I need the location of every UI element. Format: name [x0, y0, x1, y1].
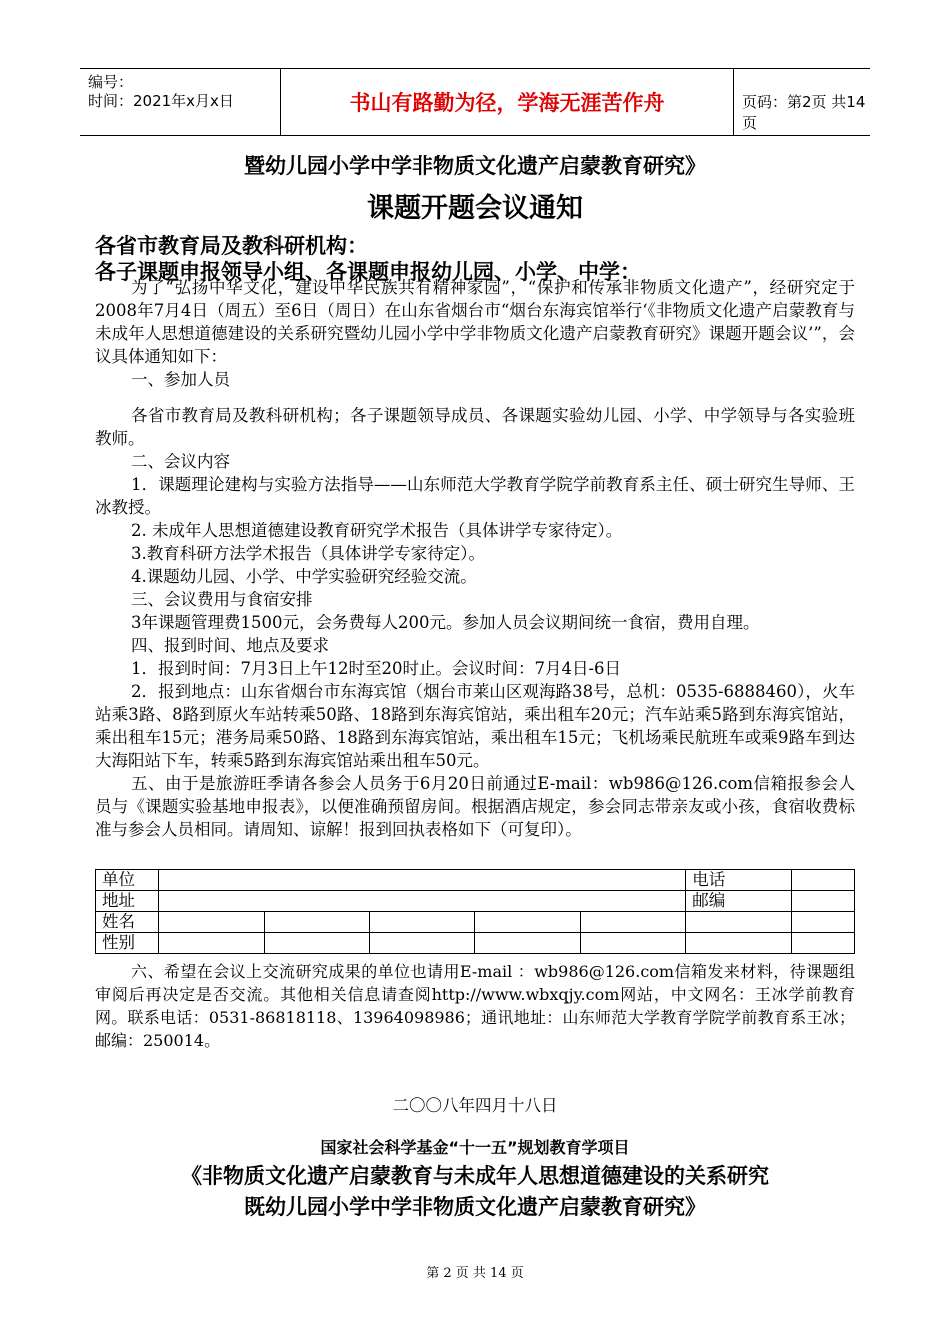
cell-phone-value[interactable]	[791, 870, 854, 891]
section-5-text: 五、由于是旅游旺季请各参会人员务于6月20日前通过E-mail：wb986@126.com信箱报参会人员与《课题实验基地申报表》，以便准确预留房间。根据酒店规定，参会同志带亲友或小孩，食宿收费标准与参会人员相同。请周知、谅解！报到回执表格如下（可复印）。	[95, 774, 855, 839]
cell-postcode-label: 邮编	[686, 891, 791, 912]
cell-gender-value[interactable]	[370, 933, 475, 954]
header-meta	[88, 73, 278, 111]
project-title-1: 《非物质文化遗产启蒙教育与未成年人思想道德建设的关系研究	[181, 1164, 769, 1188]
section-4-item-1: 1．报到时间：7月3日上午12时至20时止。会议时间：7月4日-6日	[131, 659, 622, 678]
notice-tail	[95, 960, 855, 1052]
cell-postcode-value[interactable]	[791, 891, 854, 912]
registration-form-table	[95, 869, 855, 954]
section-2-item-1: 1．课题理论建构与实验方法指导——山东师范大学教育学院学前教育系主任、硕士研究生导师、王冰教授。	[95, 475, 855, 517]
section-3-text: 3年课题管理费1500元，会务费每人200元。参加人员会议期间统一食宿，费用自理。	[131, 613, 760, 632]
header-number: 编号：	[88, 73, 134, 91]
addressee-1: 各省市教育局及教科研机构：	[95, 234, 368, 258]
cell-unit-value[interactable]	[159, 870, 686, 891]
cell-gender-value[interactable]	[791, 933, 854, 954]
cell-name-value[interactable]	[264, 912, 369, 933]
cell-gender-value[interactable]	[686, 933, 791, 954]
cell-gender-value[interactable]	[475, 933, 580, 954]
cell-gender-value[interactable]	[159, 933, 264, 954]
addressee-2: 各子课题申报领导小组、各课题申报幼儿园、小学、中学：	[95, 260, 641, 284]
title-line-1: 暨幼儿园小学中学非物质文化遗产启蒙教育研究》	[244, 154, 706, 178]
table-row	[96, 912, 855, 933]
table-row	[96, 933, 855, 954]
cell-name-value[interactable]	[475, 912, 580, 933]
section-4-item-2: 2．报到地点：山东省烟台市东海宾馆（烟台市莱山区观海路38号，总机：0535-6888460），火车站乘3路、8路到原火车站转乘50路、18路到东海宾馆站，乘出租车20元；汽车站乘5路到东海宾馆站，乘出租车15元；港务局乘50路、18路到东海宾馆站，乘出租车15元；飞机场乘民航班车或乘9路车到达大海阳站下车，转乘5路到东海宾馆站乘出租车50元。	[95, 682, 855, 770]
header-page-info: 页码：第2页 共14页	[742, 93, 866, 132]
cell-address-label: 地址	[96, 891, 159, 912]
section-2-item-2: 2. 未成年人思想道德建设教育研究学术报告（具体讲学专家待定）。	[131, 521, 623, 540]
table-row	[96, 891, 855, 912]
section-2-item-4: 4.课题幼儿园、小学、中学实验研究经验交流。	[131, 567, 477, 586]
fund-line: 国家社会科学基金“十一五”规划教育学项目	[320, 1138, 630, 1157]
cell-gender-value[interactable]	[264, 933, 369, 954]
section-1-heading: 一、参加人员	[131, 370, 230, 389]
header-motto: 书山有路勤为径，学海无涯苦作舟	[280, 69, 734, 135]
issue-date: 二〇〇八年四月十八日	[392, 1096, 558, 1115]
section-2-item-3: 3.教育科研方法学术报告（具体讲学专家待定）。	[131, 544, 485, 563]
cell-gender-value[interactable]	[580, 933, 685, 954]
section-1-text: 各省市教育局及教科研机构；各子课题领导成员、各课题实验幼儿园、小学、中学领导与各实验班教师。	[95, 406, 855, 448]
cell-unit-label: 单位	[96, 870, 159, 891]
title-line-2: 课题开题会议通知	[367, 193, 583, 224]
notice-body	[95, 276, 855, 841]
intro-paragraph: 为了“弘扬中华文化，建设中华民族共有精神家园”，“保护和传承非物质文化遗产”，经研究定于2008年7月4日（周五）至6日（周日）在山东省烟台市“烟台东海宾馆举行‘《非物质文化遗产启蒙教育与未成年人思想道德建设的关系研究暨幼儿园小学中学非物质文化遗产启蒙教育研究》课题开题会议’”，会议具体通知如下：	[95, 278, 855, 366]
cell-name-value[interactable]	[580, 912, 685, 933]
section-2-heading: 二、会议内容	[131, 452, 230, 471]
section-3-heading: 三、会议费用与食宿安排	[131, 590, 313, 609]
table-row	[96, 870, 855, 891]
page-header	[80, 68, 870, 136]
cell-name-value[interactable]	[159, 912, 264, 933]
cell-name-value[interactable]	[370, 912, 475, 933]
header-date: 时间：2021年x月x日	[88, 92, 234, 110]
cell-name-value[interactable]	[686, 912, 791, 933]
section-4-heading: 四、报到时间、地点及要求	[131, 636, 329, 655]
cell-name-value[interactable]	[791, 912, 854, 933]
page-footer: 第 2 页 共 14 页	[426, 1266, 524, 1281]
cell-name-label: 姓名	[96, 912, 159, 933]
section-6-text: 六、希望在会议上交流研究成果的单位也请用E-mail ：wb986@126.com信箱发来材料，待课题组审阅后再决定是否交流。其他相关信息请查阅http://www.wbxqjy.com网站，中文网名：王冰学前教育网。联系电话：0531-86818118、13964098986；通讯地址：山东师范大学教育学院学前教育系王冰；邮编：250014。	[95, 962, 855, 1050]
project-title-2: 既幼儿园小学中学非物质文化遗产启蒙教育研究》	[244, 1195, 706, 1219]
cell-phone-label: 电话	[686, 870, 791, 891]
cell-gender-label: 性别	[96, 933, 159, 954]
cell-address-value[interactable]	[159, 891, 686, 912]
